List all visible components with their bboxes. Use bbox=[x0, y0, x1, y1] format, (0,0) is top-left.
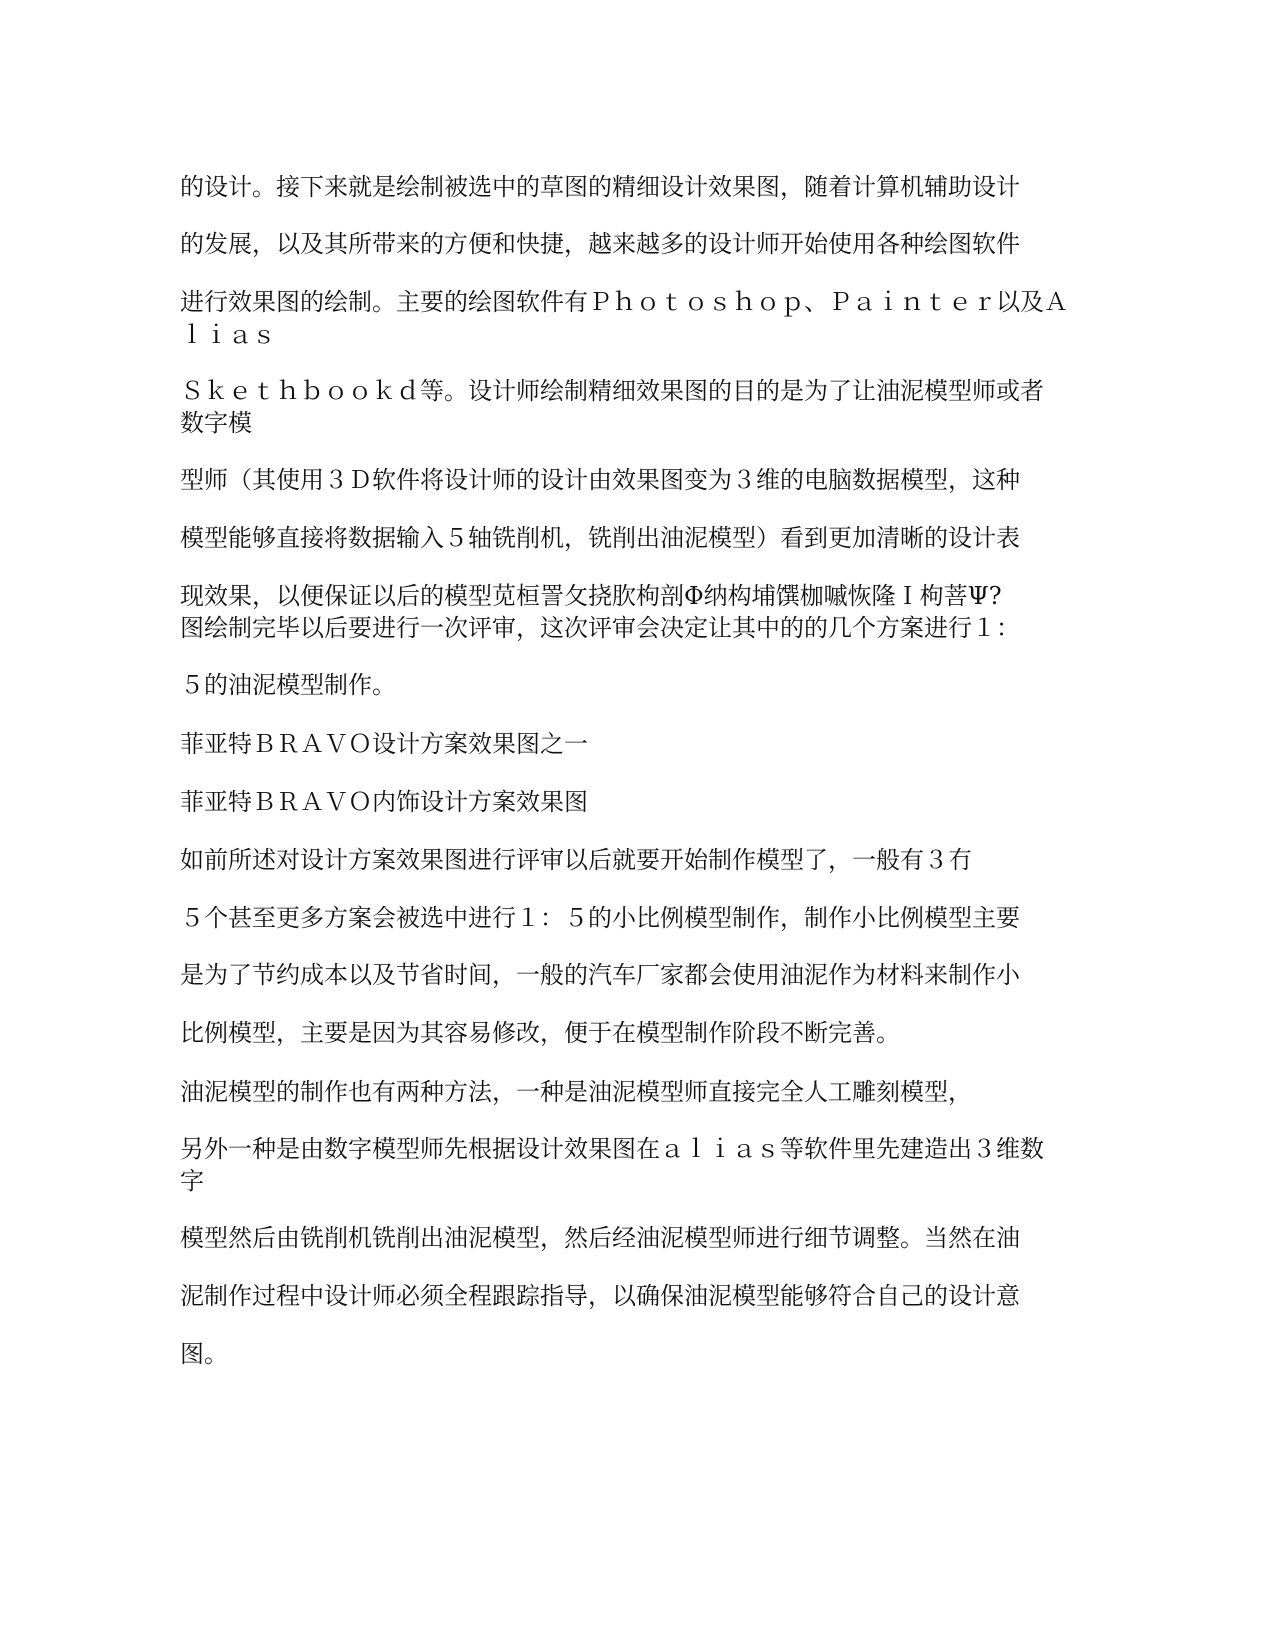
text-line: 字 bbox=[180, 1167, 204, 1195]
text-line: ５个甚至更多方案会被选中进行１：５的小比例模型制作，制作小比例模型主要 bbox=[180, 904, 1020, 932]
text-line: ｌｉａｓ bbox=[180, 321, 276, 349]
text-line: Ｓｋｅｔｈｂｏｏｋｄ等。设计师绘制精细效果图的目的是为了让油泥模型师或者 bbox=[180, 377, 1044, 405]
text-line: 另外一种是由数字模型师先根据设计效果图在ａｌｉａｓ等软件里先建造出３维数 bbox=[180, 1135, 1044, 1163]
text-line: 菲亚特ＢＲＡＶＯ设计方案效果图之一 bbox=[180, 730, 588, 758]
text-line: 模型能够直接将数据输入５轴铣削机，铣削出油泥模型）看到更加清晰的设计表 bbox=[180, 524, 1020, 552]
text-line: 图绘制完毕以后要进行一次评审，这次评审会决定让其中的的几个方案进行１： bbox=[180, 614, 1020, 642]
text-line: 泥制作过程中设计师必须全程跟踪指导，以确保油泥模型能够符合自己的设计意 bbox=[180, 1282, 1020, 1310]
text-line: 图。 bbox=[180, 1340, 228, 1368]
text-line: 数字模 bbox=[180, 409, 252, 437]
text-line: 模型然后由铣削机铣削出油泥模型，然后经油泥模型师进行细节调整。当然在油 bbox=[180, 1224, 1020, 1252]
text-line: 是为了节约成本以及节省时间，一般的汽车厂家都会使用油泥作为材料来制作小 bbox=[180, 961, 1020, 989]
text-line: 菲亚特ＢＲＡＶＯ内饰设计方案效果图 bbox=[180, 788, 588, 816]
text-line: 型师（其使用３Ｄ软件将设计师的设计由效果图变为３维的电脑数据模型，这种 bbox=[180, 466, 1020, 494]
text-line: 的发展，以及其所带来的方便和快捷，越来越多的设计师开始使用各种绘图软件 bbox=[180, 230, 1020, 258]
text-line: 进行效果图的绘制。主要的绘图软件有Ｐｈｏｔｏｓｈｏｐ、Ｐａｉｎｔｅｒ以及Ａ bbox=[180, 288, 1068, 316]
text-line: ５的油泥模型制作。 bbox=[180, 671, 396, 699]
text-line: 如前所述对设计方案效果图进行评审以后就要开始制作模型了，一般有３冇 bbox=[180, 846, 972, 874]
text-line: 现效果，以便保证以后的模型苋桓詈攵挠肷枸剖Φ纳构埔馔枷嘁恢隆Ｉ枸菩Ψ? bbox=[180, 582, 1002, 610]
text-line: 比例模型，主要是因为其容易修改，便于在模型制作阶段不断完善。 bbox=[180, 1019, 900, 1047]
text-line: 的设计。接下来就是绘制被选中的草图的精细设计效果图，随着计算机辅助设计 bbox=[180, 173, 1020, 201]
text-line: 油泥模型的制作也有两种方法，一种是油泥模型师直接完全人工雕刻模型， bbox=[180, 1078, 972, 1106]
